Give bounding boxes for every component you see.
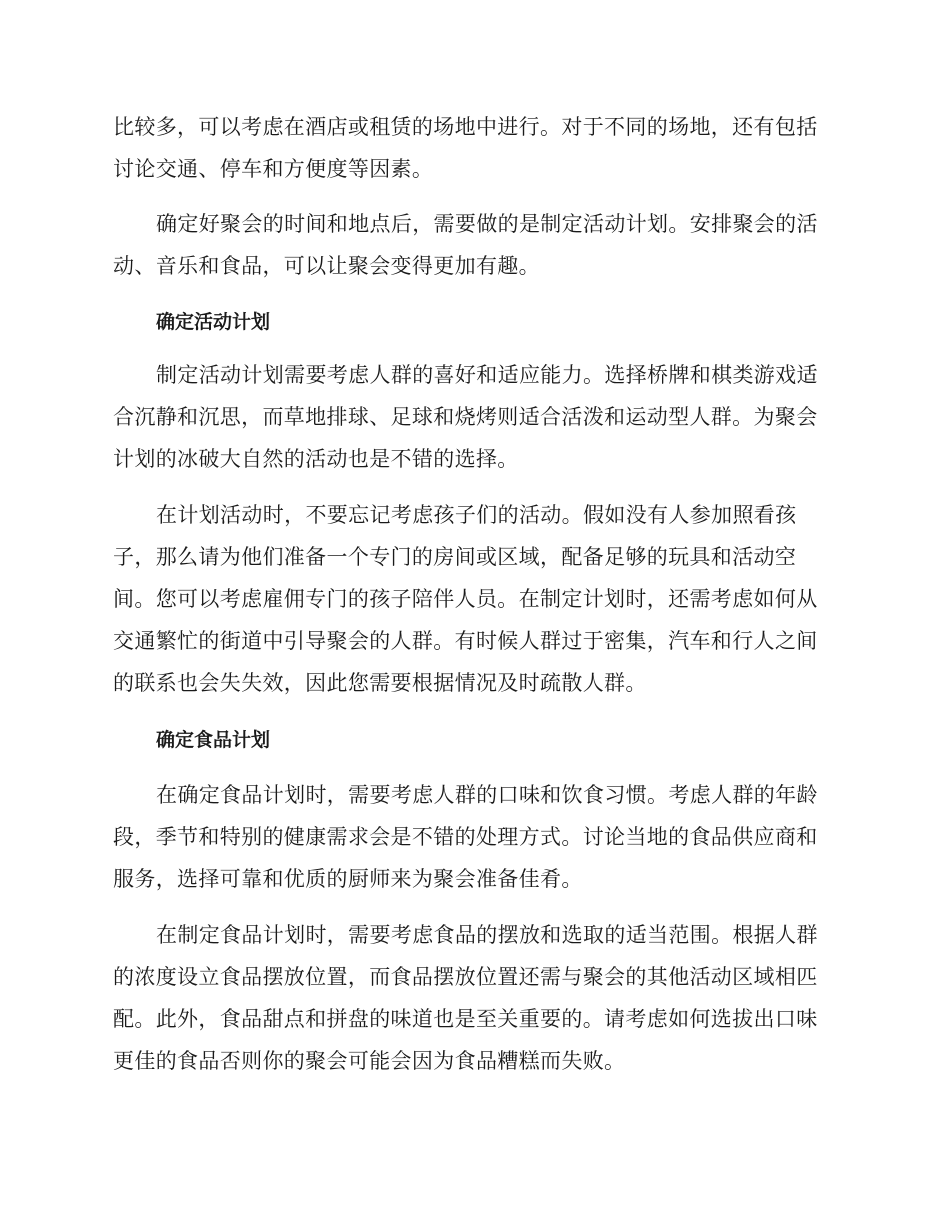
- paragraph-line: 动、音乐和食品，可以让聚会变得更加有趣。: [113, 254, 540, 278]
- paragraph-line: 比较多，可以考虑在酒店或租赁的场地中进行。对于不同的场地，还有包括: [113, 115, 818, 139]
- paragraph: [113, 203, 831, 287]
- paragraph-line: 在确定食品计划时，需要考虑人群的口味和饮食习惯。考虑人群的年龄: [156, 783, 818, 807]
- paragraph-line: 配。此外，食品甜点和拼盘的味道也是至关重要的。请考虑如何选拔出口味: [113, 1007, 818, 1031]
- paragraph-line: 讨论交通、停车和方便度等因素。: [113, 157, 434, 181]
- paragraph: [113, 914, 831, 1082]
- paragraph-line: 间。您可以考虑雇佣专门的孩子陪伴人员。在制定计划时，还需考虑如何从: [113, 587, 818, 611]
- paragraph: [113, 494, 831, 704]
- paragraph-line: 计划的冰破大自然的活动也是不错的选择。: [113, 447, 519, 471]
- paragraph: [113, 354, 831, 480]
- paragraph-line: 交通繁忙的街道中引导聚会的人群。有时候人群过于密集，汽车和行人之间: [113, 629, 818, 653]
- paragraph-line: 子，那么请为他们准备一个专门的房间或区域，配备足够的玩具和活动空: [113, 545, 797, 569]
- paragraph-line: 的浓度设立食品摆放位置，而食品摆放位置还需与聚会的其他活动区域相匹: [113, 965, 818, 989]
- paragraph: [113, 774, 831, 900]
- paragraph-line: 服务，选择可靠和优质的厨师来为聚会准备佳肴。: [113, 867, 583, 891]
- paragraph-line: 制定活动计划需要考虑人群的喜好和适应能力。选择桥牌和棋类游戏适: [156, 363, 818, 387]
- paragraph-line: 段，季节和特别的健康需求会是不错的处理方式。讨论当地的食品供应商和: [113, 825, 818, 849]
- paragraph-line: 在计划活动时，不要忘记考虑孩子们的活动。假如没有人参加照看孩: [156, 503, 797, 527]
- paragraph-line: 合沉静和沉思，而草地排球、足球和烧烤则适合活泼和运动型人群。为聚会: [113, 405, 818, 429]
- paragraph: [113, 106, 831, 190]
- paragraph-line: 的联系也会失失效，因此您需要根据情况及时疏散人群。: [113, 671, 647, 695]
- section-heading: 确定活动计划: [156, 311, 271, 333]
- paragraph-line: 确定好聚会的时间和地点后，需要做的是制定活动计划。安排聚会的活: [156, 212, 818, 236]
- paragraph-line: 在制定食品计划时，需要考虑食品的摆放和选取的适当范围。根据人群: [156, 923, 818, 947]
- paragraph-line: 更佳的食品否则你的聚会可能会因为食品糟糕而失败。: [113, 1049, 626, 1073]
- section-heading: 确定食品计划: [156, 729, 271, 751]
